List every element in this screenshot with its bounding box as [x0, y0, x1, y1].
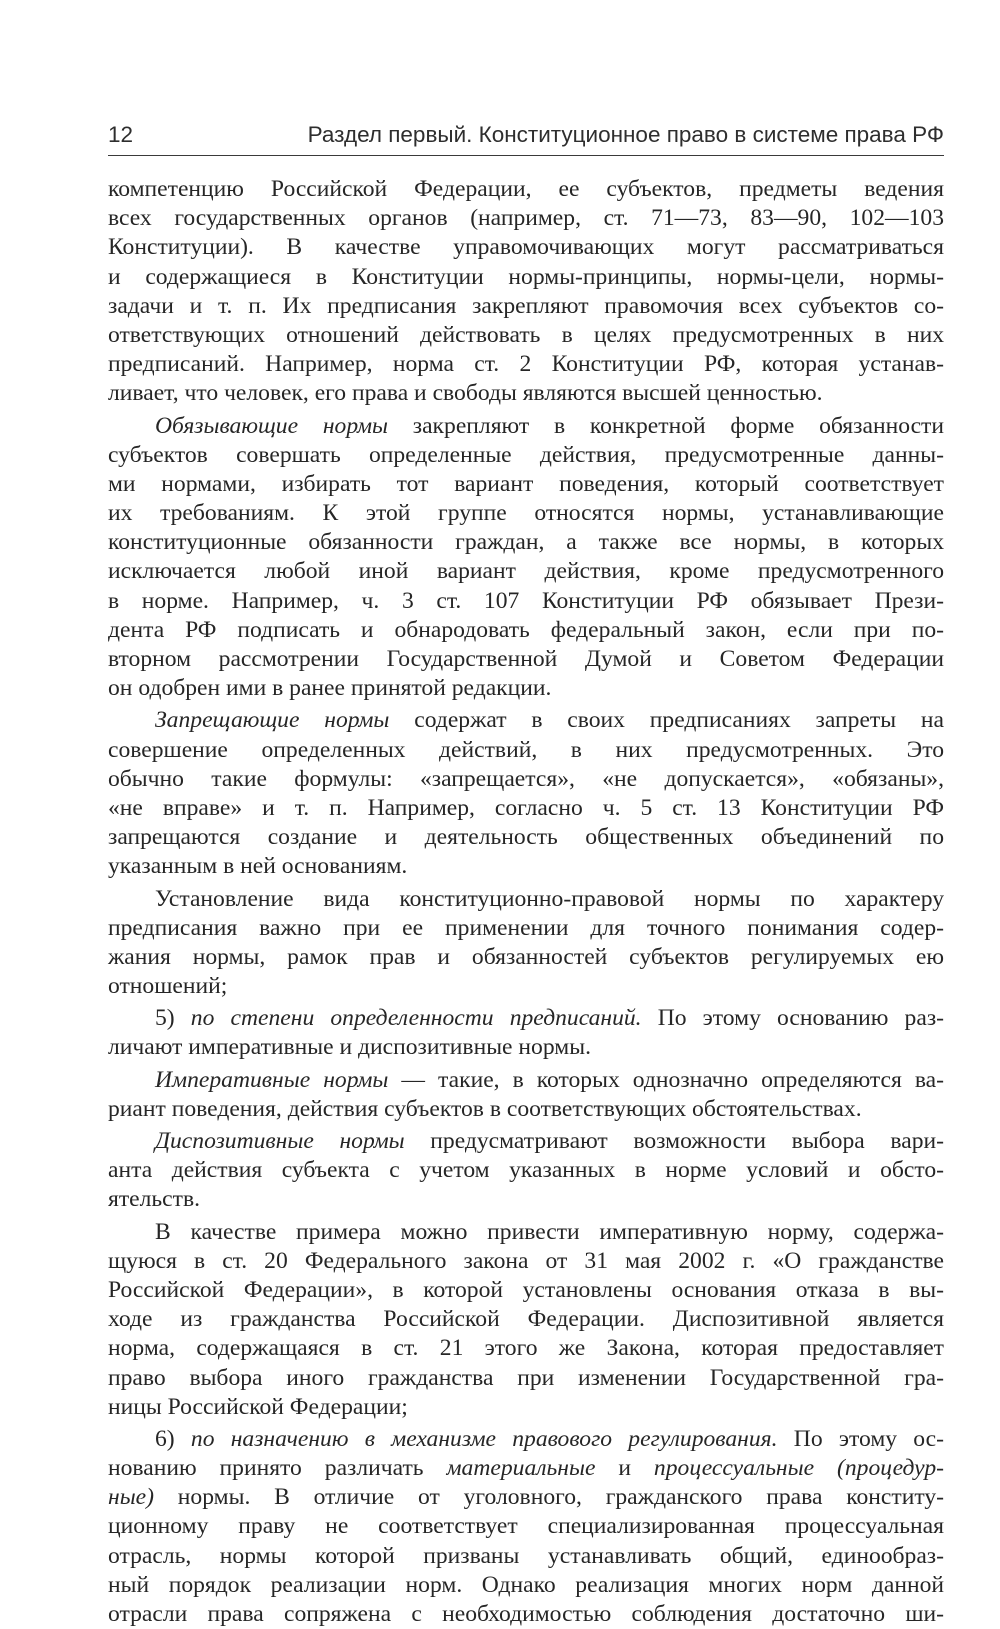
text-line	[108, 1425, 944, 1454]
text-line	[108, 1095, 944, 1124]
text-segment: риант поведения, действия субъектов в соответствующих обстоятельствах.	[108, 1095, 862, 1122]
text-line	[108, 1542, 944, 1571]
text-line	[108, 1305, 944, 1334]
text-line	[108, 1364, 944, 1393]
text-segment: ми нормами, избирать тот вариант поведения, который соответствует	[108, 470, 944, 497]
text-segment: ятельств.	[108, 1186, 200, 1213]
text-segment: нованию принято различать	[108, 1455, 447, 1482]
italic-term: по степени определенности предписаний.	[190, 1005, 642, 1032]
text-segment: всех государственных органов (например, ст. 71—73, 83—90, 102—103	[108, 205, 944, 232]
text-segment: личают императивные и диспозитивные нормы.	[108, 1034, 591, 1061]
running-header	[108, 118, 944, 156]
text-segment: ходе из гражданства Российской Федерации. Диспозитивной является	[108, 1306, 944, 1333]
text-segment: исключается любой иной вариант действия, кроме предусмотренного	[108, 558, 944, 585]
text-segment: отрасль, нормы которой призваны устанавливать общий, единообраз-	[108, 1542, 944, 1569]
text-segment: ответствующих отношений действовать в целях предусмотренных в них	[108, 321, 944, 348]
text-segment: 6)	[155, 1425, 191, 1452]
text-segment: содержат в своих предписаниях запреты на	[389, 707, 944, 734]
text-line	[108, 823, 944, 852]
text-line	[108, 885, 944, 914]
italic-term: Обязывающие нормы	[155, 412, 388, 439]
text-line	[108, 1218, 944, 1247]
text-segment: субъектов совершать определенные действия, предусмотренные данны-	[108, 441, 944, 468]
text-segment: указанным в ней основаниям.	[108, 853, 408, 880]
text-line	[108, 794, 944, 823]
text-line	[108, 528, 944, 557]
text-segment: анта действия субъекта с учетом указанных в норме условий и обсто-	[108, 1157, 944, 1184]
text-segment: жания нормы, рамок прав и обязанностей субъектов регулируемых ею	[108, 943, 944, 970]
text-segment: По этому основанию раз-	[641, 1005, 944, 1032]
text-segment: ливает, что человек, его права и свободы являются высшей ценностью.	[108, 380, 823, 407]
text-line	[108, 1571, 944, 1600]
text-segment: норма, содержащаяся в ст. 21 этого же Закона, которая предоставляет	[108, 1335, 944, 1362]
text-line	[108, 379, 944, 408]
italic-term: Диспозитивные нормы	[155, 1128, 405, 1154]
italic-term: процессуальные (процедур-	[653, 1455, 944, 1482]
text-segment: ницы Российской Федерации;	[108, 1393, 408, 1420]
text-segment: В качестве примера можно привести императивную норму, содержа-	[155, 1218, 944, 1245]
text-segment: ный порядок реализации норм. Однако реализация многих норм данной	[108, 1571, 944, 1598]
text-line	[108, 645, 944, 674]
text-line	[108, 321, 944, 350]
text-line	[108, 1512, 944, 1541]
text-segment: — такие, в которых однозначно определяются ва-	[388, 1066, 945, 1093]
text-line	[108, 1334, 944, 1363]
text-segment: право выбора иного гражданства при изменении Государственной гра-	[108, 1364, 944, 1391]
text-segment: По этому ос-	[777, 1425, 944, 1452]
text-line	[108, 292, 944, 321]
text-line	[108, 1600, 944, 1629]
text-segment: закрепляют в конкретной форме обязанности	[388, 412, 944, 439]
text-segment: «не вправе» и т. п. Например, согласно ч. 5 ст. 13 Конституции РФ	[108, 794, 944, 821]
text-line	[108, 1454, 944, 1483]
text-line	[108, 1156, 944, 1185]
italic-term: Запрещающие нормы	[155, 707, 390, 734]
text-line	[108, 1066, 944, 1095]
text-segment: предписаний. Например, норма ст. 2 Конституции РФ, которая устанав-	[108, 351, 944, 378]
text-line	[108, 1247, 944, 1276]
text-line	[108, 587, 944, 616]
text-line	[108, 943, 944, 972]
text-segment: отрасли права сопряжена с необходимостью соблюдения достаточно ши-	[108, 1601, 944, 1627]
body-text	[108, 175, 944, 1629]
text-line	[108, 499, 944, 528]
text-segment: Установление вида конституционно-правовой нормы по характеру	[155, 885, 944, 912]
text-segment: обычно такие формулы: «запрещается», «не допускается», «обязаны»,	[108, 765, 944, 792]
text-segment: в норме. Например, ч. 3 ст. 107 Конституции РФ обязывает Прези-	[108, 587, 944, 614]
running-title: Раздел первый. Конституционное право в системе права РФ	[307, 122, 944, 147]
text-line	[108, 914, 944, 943]
italic-term: материальные	[446, 1455, 596, 1482]
text-segment: и	[595, 1455, 654, 1482]
text-line	[108, 1393, 944, 1422]
text-segment: вторном рассмотрении Государственной Думой и Советом Федерации	[108, 646, 944, 672]
text-segment: конституционные обязанности граждан, а также все нормы, в которых	[108, 529, 944, 556]
text-segment: запрещаются создание и деятельность общественных объединений по	[108, 824, 944, 851]
page-number: 12	[108, 122, 134, 147]
text-segment: предписания важно при ее применении для точного понимания содер-	[108, 914, 944, 941]
text-segment: щуюся в ст. 20 Федерального закона от 31 мая 2002 г. «О гражданстве	[108, 1247, 944, 1274]
text-line	[108, 1004, 944, 1033]
text-line	[108, 674, 944, 703]
text-line	[108, 204, 944, 233]
text-line	[108, 1185, 944, 1214]
text-segment: нормы. В отличие от уголовного, гражданского права конститу-	[154, 1484, 944, 1511]
text-segment: 5)	[155, 1005, 191, 1032]
text-line	[108, 765, 944, 794]
text-segment: предусматривают возможности выбора вари-	[404, 1128, 944, 1154]
italic-term: по назначению в механизме правового регулирования.	[190, 1425, 778, 1452]
text-segment: ционному праву не соответствует специализированная процессуальная	[108, 1513, 944, 1540]
text-segment: Российской Федерации», в которой установлены основания отказа в вы-	[108, 1276, 944, 1303]
text-line	[108, 1483, 944, 1512]
text-segment: задачи и т. п. Их предписания закрепляют правомочия всех субъектов со-	[108, 292, 944, 319]
text-line	[108, 441, 944, 470]
text-line	[108, 706, 944, 735]
text-line	[108, 1276, 944, 1305]
book-page	[108, 118, 944, 1629]
text-line	[108, 175, 944, 204]
italic-term: ные)	[108, 1484, 155, 1511]
text-segment: отношений;	[108, 973, 228, 1000]
text-segment: компетенцию Российской Федерации, ее субъектов, предметы ведения	[108, 176, 944, 202]
text-line	[108, 736, 944, 765]
text-line	[108, 1033, 944, 1062]
text-segment: он одобрен ими в ранее принятой редакции.	[108, 675, 552, 702]
text-line	[108, 263, 944, 292]
text-line	[108, 233, 944, 262]
text-line	[108, 470, 944, 499]
text-segment: дента РФ подписать и обнародовать федеральный закон, если при по-	[108, 616, 944, 643]
text-line	[108, 412, 944, 441]
text-line	[108, 1127, 944, 1156]
text-line	[108, 972, 944, 1001]
text-segment: их требованиям. К этой группе относятся нормы, устанавливающие	[108, 500, 944, 527]
text-line	[108, 557, 944, 586]
text-segment: Конституции). В качестве управомочивающих могут рассматриваться	[108, 234, 944, 261]
text-line	[108, 350, 944, 379]
text-segment: совершение определенных действий, в них предусмотренных. Это	[108, 736, 944, 763]
italic-term: Императивные нормы	[155, 1066, 389, 1093]
text-segment: и содержащиеся в Конституции нормы-принципы, нормы-цели, нормы-	[108, 263, 944, 290]
text-line	[108, 616, 944, 645]
text-line	[108, 852, 944, 881]
